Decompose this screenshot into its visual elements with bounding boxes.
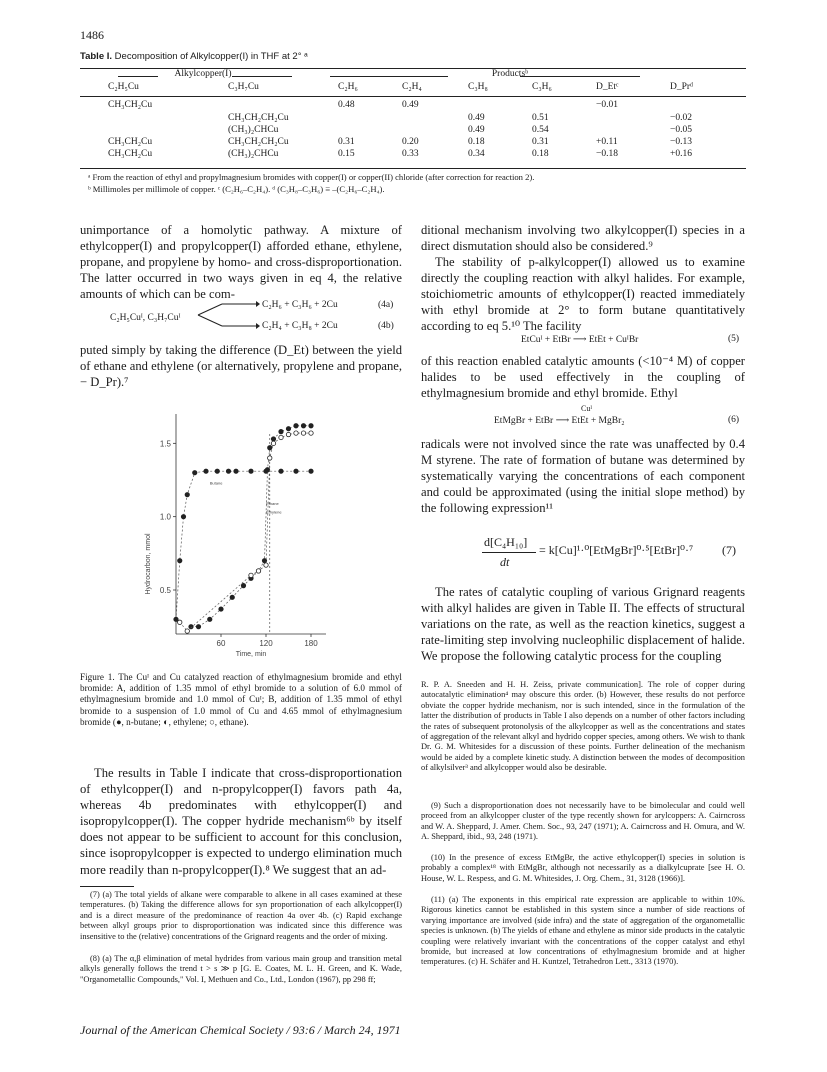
curve-annotation: Ethylene (266, 509, 282, 515)
ethane-ethylene-point (286, 432, 290, 436)
table-footnote-2: ᵇ Millimoles per millimole of copper. ᶜ (C₂H₆–C₂H₄). ᵈ (C₃H₈–C₃H₆) ≡ –(C₂H₆–C₂H₄). (88, 184, 385, 194)
ethane-ethylene-point (279, 435, 283, 439)
table-cell: −0.01 (596, 100, 618, 110)
y-tick-label: 1.5 (159, 439, 171, 449)
butane-point (309, 469, 313, 473)
table-group-products: Productsᵇ (491, 69, 529, 79)
butane-point (286, 426, 290, 430)
x-tick-label: 60 (216, 639, 226, 648)
butane-point (294, 424, 298, 428)
ethane-ethylene-point (294, 431, 298, 435)
figure-caption: Figure 1. The Cuᴵ and Cu catalyzed reaction of ethylmagnesium bromide and ethyl bromide: A, addition of 1.35 mmol of ethyl bromide to a solution of 6.0 mmol of ethylmagnesium bromide and 1.0 mmol of Cuᴵ; B, addition of 1.35 mmol of ethyl bromide to a suspension of 1.0 mmol of Cu and 4.65 mmol of ethylmagnesium bromide (●, n-butane; ◐, ethylene; ○, ethane). (80, 672, 402, 727)
ethane-ethylene-point (185, 629, 189, 633)
butane-point (226, 469, 230, 473)
ethane-ethylene-point (268, 456, 272, 460)
butane-point (234, 469, 238, 473)
footnote-10: (10) In the presence of excess EtMgBr, the active ethylcopper(I) species in solution is probably a complex¹⁸ with EtMgBr, although not necessarily as a dialkylcuprate [see H. O. House, W. L. Respess, and G. M. Whitesides, J. Org. Chem., 31, 3128 (1966)]. (421, 853, 745, 883)
table-cell: −0.18 (596, 149, 618, 159)
table-caption (80, 51, 308, 62)
butane-point (193, 470, 197, 474)
left-paragraph-3: The results in Table I indicate that cross-disproportionation of ethylcopper(I) and n-propylcopper(I) favors path 4a, whereas 4b predominates with ethylcopper(I) and isopropylcopper(I). The copper hydride mechanism⁶ᵇ by itself does not appear to be sufficient to account for this conclusion, since isopropylcopper is expected to undergo elimination much more readily than n-propylcopper(I).⁸ We suggest that an ad- (80, 766, 402, 877)
figure-1-chart (140, 408, 340, 673)
table-cell: 0.31 (532, 137, 549, 147)
eq4a-number: (4a) (378, 300, 394, 310)
table-cell: 0.33 (402, 149, 419, 159)
butane-point (230, 595, 234, 599)
ethane-ethylene-point (271, 441, 275, 445)
eq4b-number: (4b) (378, 321, 394, 331)
butane-point (249, 469, 253, 473)
table-cell: CH₃CH₂Cu (108, 149, 153, 159)
butane-point (219, 607, 223, 611)
eq6-catalyst: Cuᴵ (581, 404, 592, 413)
table-cell: +0.11 (596, 137, 618, 147)
eq4a-right: C₂H₆ + C₃H₆ + 2Cu (262, 300, 338, 310)
table-caption-text: Decomposition of Alkylcopper(I) in THF at 2° ᵃ (114, 51, 308, 62)
footnote-7: (7) (a) The total yields of alkane were comparable to alkene in all cases examined at these temperatures. (b) Taking the difference allows for syn proportionation of each alkylcopper(I) and is a direct measure of the predominance of reaction 4a over 4b. (c) Rapid exchange between alkyl groups prior to disproportionation was indicated since this difference was insensitive to the (relative) concentrations of the Grignard reagents and the order of mixing. (80, 890, 402, 941)
butane-point (294, 469, 298, 473)
table-caption-label: Table I. (80, 51, 113, 62)
left-paragraph-2: puted simply by taking the difference (D_Et) between the yield of ethane and ethylene (or alternatively, propylene and propane, − D_Pr).⁷ (80, 343, 402, 390)
table-header-cell: C₂H₅Cu (108, 82, 139, 92)
table-cell: 0.20 (402, 137, 419, 147)
right-paragraph-4: radicals were not involved since the rate was unaffected by 0.4 M styrene. The rate of formation of butane was determined by systematically varying the concentrations of each component and could be approximated (using the initial slope method) by the following expression¹¹ (421, 437, 745, 516)
table-header-cell: D_Etᶜ (596, 82, 619, 92)
series-line (176, 471, 311, 619)
butane-point (181, 514, 185, 518)
butane-point (309, 424, 313, 428)
table-footnote-1: ᵃ From the reaction of ethyl and propylmagnesium bromides with copper(I) or copper(II) chloride (after correction for reaction 2). (88, 172, 535, 182)
curve-annotation: Ethane (266, 500, 279, 506)
x-tick-label: 120 (259, 639, 273, 648)
page-number: 1486 (80, 28, 104, 42)
butane-point (185, 492, 189, 496)
footnote-9: (9) Such a disproportionation does not necessarily have to be bimolecular and could well proceed from an alkylcopper cluster of the type recently shown for arylcoppers: A. Cairncross and W. A. Sheppard, J. Amer. Chem. Soc., 93, 247 (1971); A. Cairncross and H. Omura, and W. A. Sheppard, ibid., 93, 248 (1971). (421, 801, 745, 842)
eq4b-right: C₂H₄ + C₃H₈ + 2Cu (262, 321, 338, 331)
butane-point (241, 583, 245, 587)
butane-point (208, 617, 212, 621)
right-paragraph-2: The stability of p-alkylcopper(I) allowed us to examine directly the coupling reaction with alkyl halides. For example, stoichiometric amounts of ethylcopper(I) reacted immediately with ethyl bromide at 2° to form butane quantitatively according to eq 5.¹⁰ The facility (421, 255, 745, 334)
table-cell: 0.49 (468, 125, 485, 135)
eq7-numerator: d[C₄H₁₀] (484, 535, 528, 549)
table-cell: −0.13 (670, 137, 692, 147)
eq5-number: (5) (728, 334, 740, 344)
ethane-ethylene-point (249, 573, 253, 577)
table-cell: CH₃CH₂CH₂Cu (228, 137, 289, 147)
eq6-number: (6) (728, 415, 740, 425)
table-cell: CH₃CH₂Cu (108, 137, 153, 147)
table-header-cell: D_Prᵈ (670, 82, 694, 92)
left-paragraph-1: unimportance of a homolytic pathway. A mixture of ethylcopper(I) and propylcopper(I) afforded ethane, ethylene, propane, and propylene by homo- and cross-disproportionation. The latter occurred in two ways given in eq 4, the relative amounts of which can be com- (80, 223, 402, 302)
butane-point (271, 437, 275, 441)
series-line (191, 426, 311, 627)
right-paragraph-1: ditional mechanism involving two alkylcopper(I) species in a direct dismutation should also be considered.⁹ (421, 223, 745, 254)
table-cell: 0.31 (338, 137, 355, 147)
table-cell: 0.15 (338, 149, 355, 159)
butane-point (204, 469, 208, 473)
table-cell: 0.49 (468, 113, 485, 123)
ethane-ethylene-point (256, 569, 260, 573)
butane-point (301, 424, 305, 428)
table-cell: −0.05 (670, 125, 692, 135)
y-tick-label: 0.5 (159, 586, 171, 595)
x-axis-label: Time, min (235, 651, 267, 658)
eq4-branch-arrows (196, 298, 260, 332)
curve-annotation: Butane (209, 480, 223, 486)
ethane-ethylene-point (309, 431, 313, 435)
ethane-ethylene-point (264, 563, 268, 567)
table-header-cell: C₃H₆ (532, 82, 552, 92)
table-cell: 0.54 (532, 125, 549, 135)
butane-point (268, 446, 272, 450)
x-tick-label: 180 (304, 639, 318, 648)
table-header-cell: C₂H₄ (402, 82, 422, 92)
y-axis-label: Hydrocarbon, mmol (145, 533, 152, 595)
table-cell: CH₃CH₂CH₂Cu (228, 113, 289, 123)
eq7-number: (7) (722, 543, 736, 557)
right-paragraph-3: of this reaction enabled catalytic amounts (<10⁻⁴ M) of copper halides to be used effectively in the coupling of ethylmagnesium bromide and ethyl bromide. Ethyl (421, 354, 745, 401)
butane-point (174, 617, 178, 621)
table-cell: (CH₃)₂CHCu (228, 125, 279, 135)
table-cell: 0.51 (532, 113, 549, 123)
journal-footer: Journal of the American Chemical Society / 93:6 / March 24, 1971 (80, 1023, 401, 1037)
table-cell: −0.02 (670, 113, 692, 123)
table-cell: 0.48 (338, 100, 355, 110)
y-tick-label: 1.0 (159, 512, 171, 522)
table-cell: 0.34 (468, 149, 485, 159)
footnote-11: (11) (a) The exponents in this empirical rate expression are applicable to within 10%. Rigorous kinetics cannot be established in this system since a number of side reactions of varying importance are involved (side infra) and the state of aggregation of the organometallic species is unknown. (b) The yields of ethane and ethylene as minor side products in the catalytic coupling were relatively invariant with the concentrations of the copper catalyst and ethyl bromide, but increased at low concentrations of ethylmagnesium bromide and at higher temperatures. (c) H. Schäfer and H. Kuntzel, Tetrahedron Lett., 3313 (1970). (421, 895, 745, 967)
table-cell: 0.18 (532, 149, 549, 159)
butane-point (196, 624, 200, 628)
table-cell: CH₃CH₂Cu (108, 100, 153, 110)
butane-point (178, 558, 182, 562)
butane-point (279, 429, 283, 433)
table-group-alkyl: Alkylcopper(I) (174, 69, 232, 79)
footnote-8-continued: R. P. A. Sneeden and H. H. Zeiss, private communication]. The role of copper during autocatalytic elimination⁴ may obscure this order. (b) However, these results do not perforce obviate the copper hydride mechanism, nor is such intended, since in the formulation of the latter the distribution of products in Table I also depends on a number of other factors including the rates of subsequent protonolysis of the alkylcopper as well as the concentrations and states of aggregation of the relevant alkyl and hydrido copper species, among others. We wish to thank Dr. G. M. Whitesides for a discussion of these points. Further delineation of the mechanism would be aided by a complete kinetic study. A distinction between the modes of decomposition of alkylsilver³ and alkylcopper would also be desirable. (421, 680, 745, 773)
table-cell: (CH₃)₂CHCu (228, 149, 279, 159)
table-header-cell: C₃H₈ (468, 82, 488, 92)
eq4-left: C₂H₅Cuᴵ, C₃H₇Cuᴵ (110, 313, 181, 323)
table-cell: 0.49 (402, 100, 419, 110)
right-paragraph-5: The rates of catalytic coupling of various Grignard reagents with alkyl halides are given in Table II. The effects of structural variations on the rate, as well as the reaction kinetics, suggest a rate-limiting step involving nucleophilic displacement of halide. We propose the following catalytic process for the coupling (421, 585, 745, 664)
butane-point (279, 469, 283, 473)
eq6: EtMgBr + EtBr ⟶ EtEt + MgBr₂ (494, 416, 625, 426)
footnote-8: (8) (a) The α,β elimination of metal hydrides from various main group and transition metal alkyls generally follows the trend t > s ≫ p [G. E. Coates, M. L. H. Green, and K. Wade, "Organometallic Compounds," Vol. I, Methuen and Co., Ltd., London (1967), pp 298 ff; (80, 954, 402, 984)
table-cell: +0.16 (670, 149, 692, 159)
table-cell: 0.18 (468, 137, 485, 147)
ethane-ethylene-point (301, 431, 305, 435)
ethane-ethylene-point (178, 620, 182, 624)
table-header-cell: C₂H₆ (338, 82, 358, 92)
eq7-denominator: dt (500, 555, 510, 569)
butane-point (215, 469, 219, 473)
eq5: EtCuᴵ + EtBr ⟶ EtEt + CuᴵBr (521, 335, 639, 345)
table-header-cell: C₃H₇Cu (228, 82, 259, 92)
eq7-rhs: = k[Cu]¹·⁰[EtMgBr]⁰·⁵[EtBr]⁰·⁷ (539, 543, 694, 557)
series-line (180, 433, 311, 631)
